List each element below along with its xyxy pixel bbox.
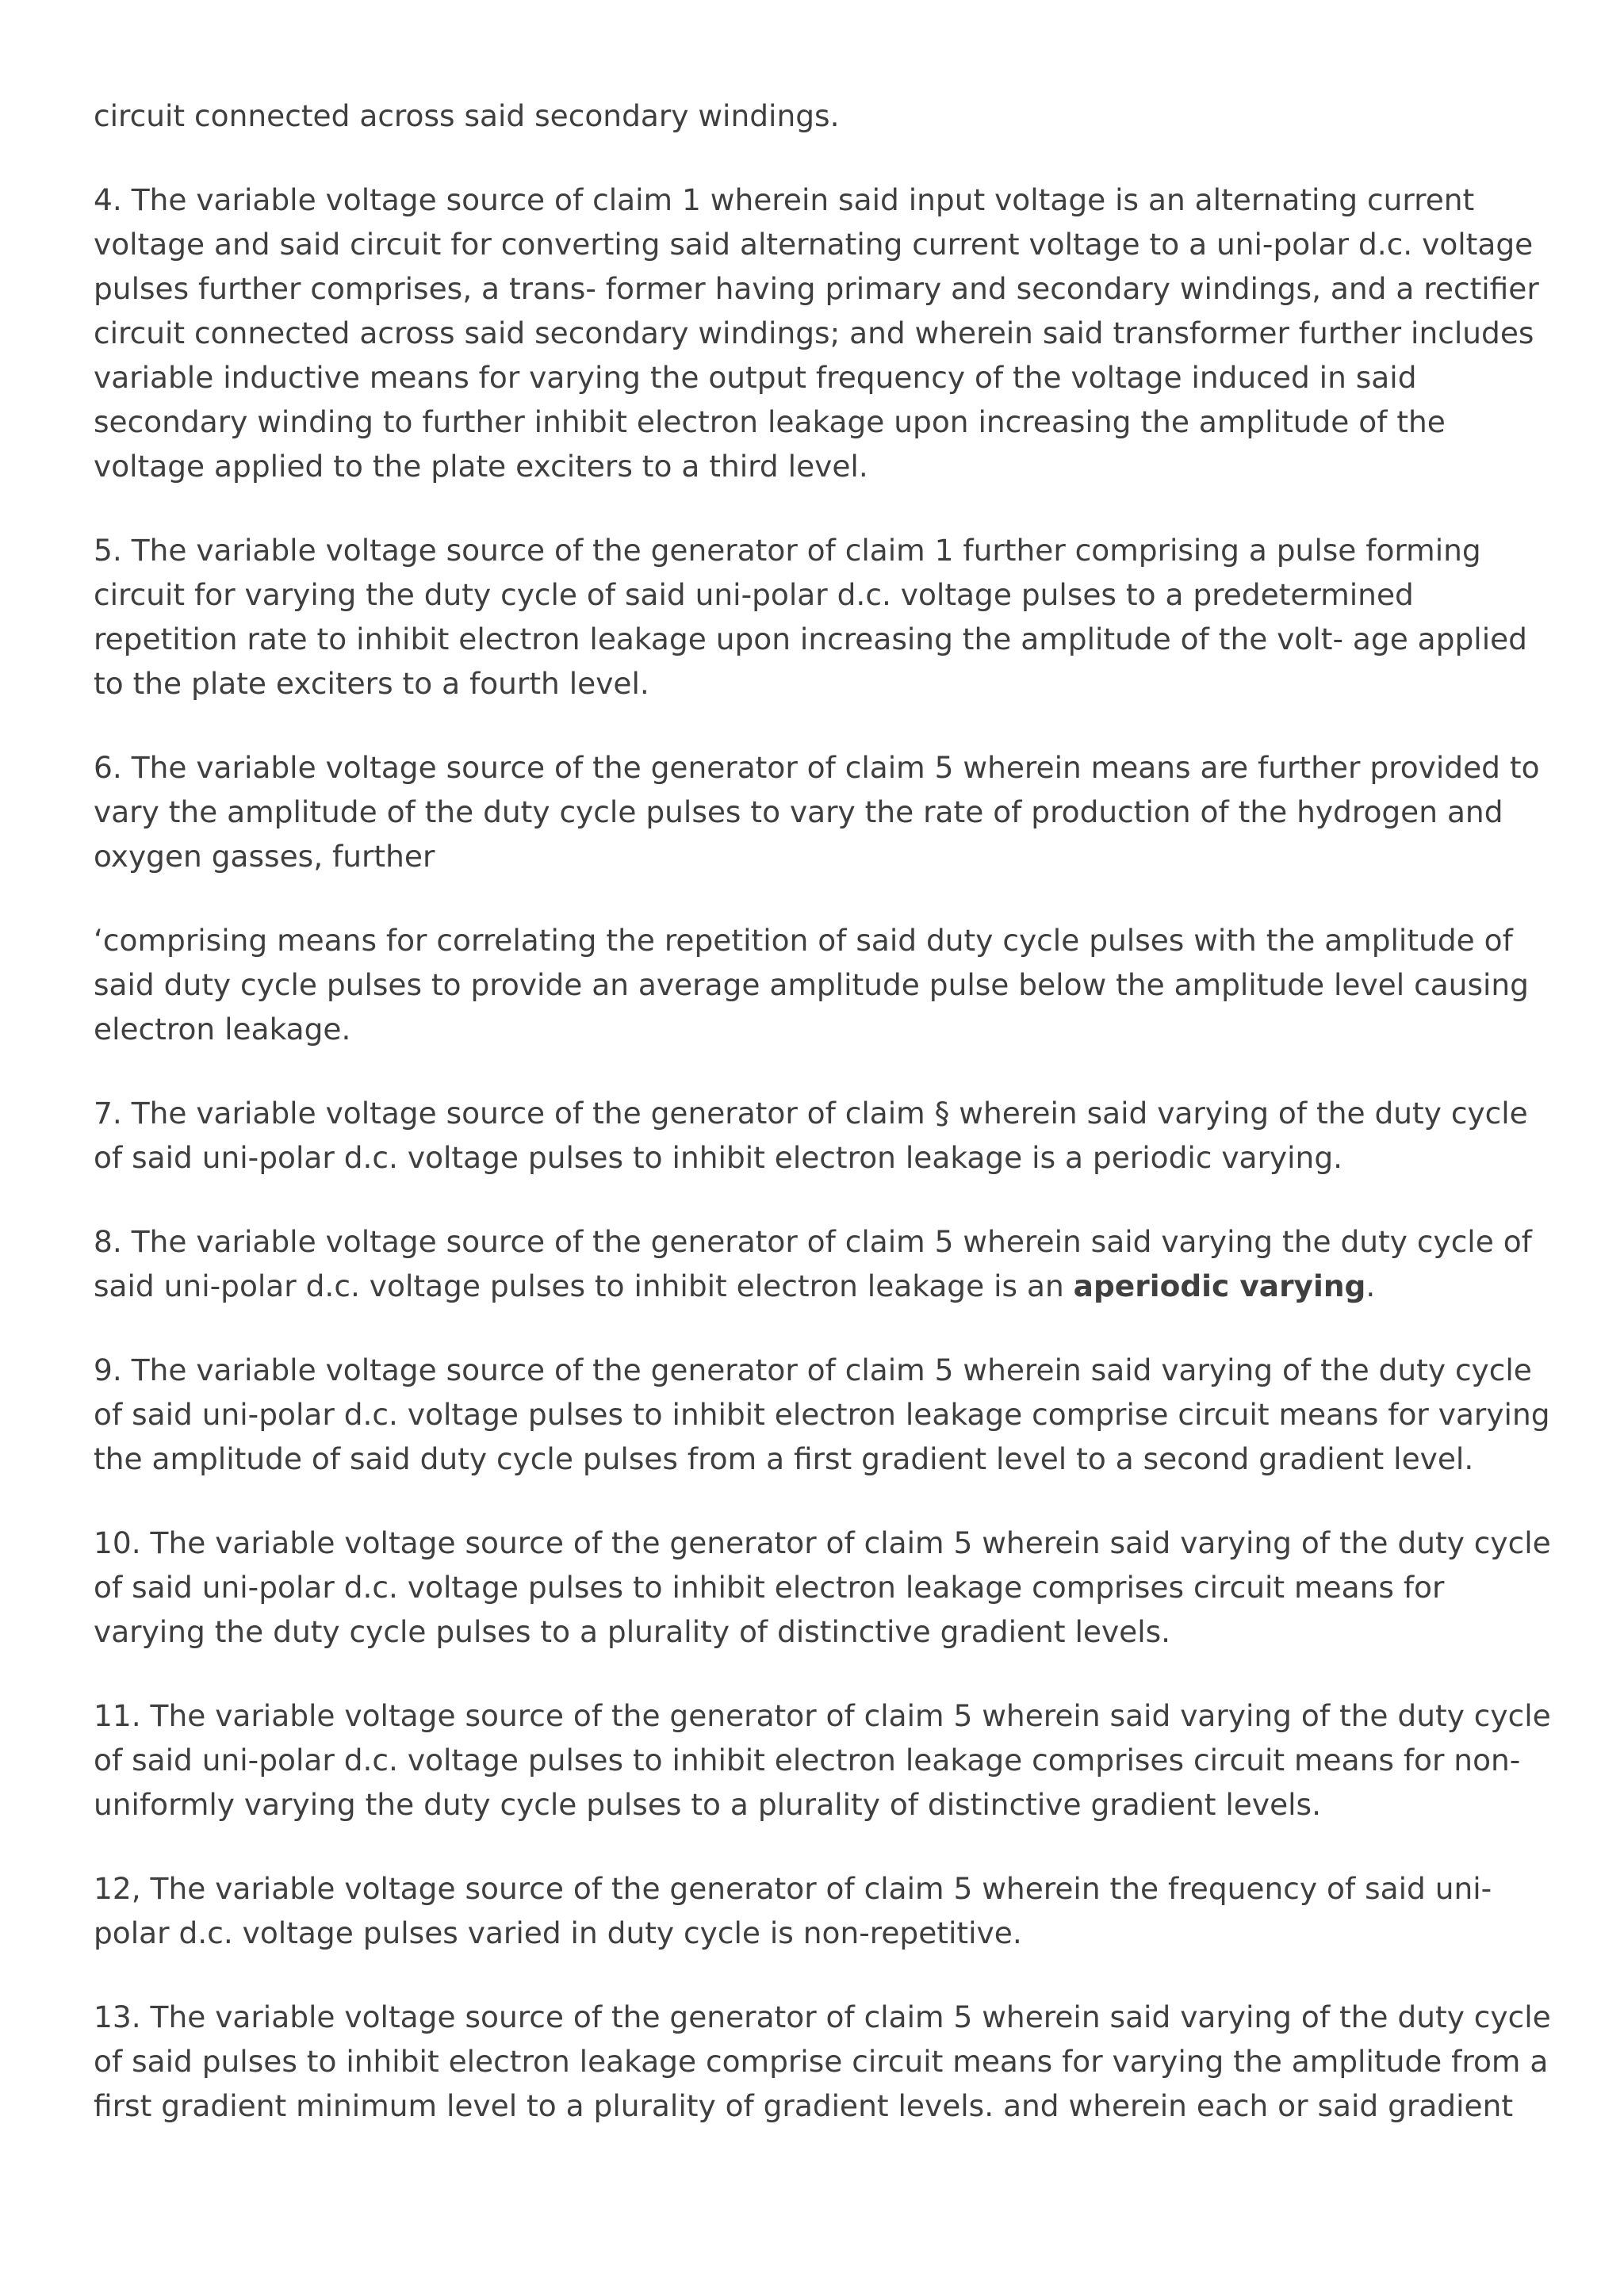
claim-11: 11. The variable voltage source of the generator of claim 5 wherein said varying of the duty cycle of said uni-polar d.c. voltage pulses to inhibit electron leakage comprises circuit means for non-uniformly varying the duty cycle pulses to a plurality of distinctive gradient levels. xyxy=(94,1698,1551,1822)
claim-8-text: 8. The variable voltage source of the generator of claim 5 wherein said varying the duty cycle of said uni-polar d.c. voltage pulses to inhibit electron leakage is an xyxy=(94,1224,1532,1303)
claim-8-end: . xyxy=(1365,1269,1376,1303)
claim-12: 12, The variable voltage source of the generator of claim 5 wherein the frequency of said uni-polar d.c. voltage pulses varied in duty cycle is non-repetitive. xyxy=(94,1871,1492,1950)
claim-7: 7. The variable voltage source of the generator of claim § wherein said varying of the duty cycle of said uni-polar d.c. voltage pulses to inhibit electron leakage is a periodic varying. xyxy=(94,1096,1528,1175)
claim-5: 5. The variable voltage source of the generator of claim 1 further comprising a pulse forming circuit for varying the duty cycle of said uni-polar d.c. voltage pulses to a predetermined repetition rate to inhibit electron leakage upon increasing the amplitude of the volt- age applied to the plate exciters to a fourth level. xyxy=(94,533,1527,701)
claim-10: 10. The variable voltage source of the generator of claim 5 wherein said varying of the duty cycle of said uni-polar d.c. voltage pulses to inhibit electron leakage comprises circuit means for varying the duty cycle pulses to a plurality of distinctive gradient levels. xyxy=(94,1525,1551,1649)
paragraph-continuation: circuit connected across said secondary windings. xyxy=(94,98,840,133)
claim-6-continuation: ‘comprising means for correlating the repetition of said duty cycle pulses with the amplitude of said duty cycle pulses to provide an average amplitude pulse below the amplitude level causing electron leakage. xyxy=(94,923,1529,1047)
claim-4: 4. The variable voltage source of claim 1 wherein said input voltage is an alternating current voltage and said circuit for converting said alternating current voltage to a uni-polar d.c. voltage pulses further comprises, a trans- former having primary and secondary windings, and a rectifier circuit connected across said secondary windings; and wherein said transformer further includes variable inductive means for varying the output frequency of the voltage induced in said secondary winding to further inhibit electron leakage upon increasing the amplitude of the voltage applied to the plate exciters to a third level. xyxy=(94,182,1539,484)
claim-8-emphasis: aperiodic varying xyxy=(1073,1269,1366,1303)
claim-9: 9. The variable voltage source of the generator of claim 5 wherein said varying of the duty cycle of said uni-polar d.c. voltage pulses to inhibit electron leakage comprise circuit means for varying the amplitude of said duty cycle pulses from a first gradient level to a second gradient level. xyxy=(94,1353,1550,1476)
claim-8 xyxy=(94,1219,1553,1308)
claim-13: 13. The variable voltage source of the generator of claim 5 wherein said varying of the duty cycle of said pulses to inhibit electron leakage comprise circuit means for varying the amplitude from a first gradient minimum level to a plurality of gradient levels. and wherein each or said gradient xyxy=(94,1999,1551,2123)
document-body xyxy=(94,94,1553,2168)
claim-6: 6. The variable voltage source of the generator of claim 5 wherein means are further provided to vary the amplitude of the duty cycle pulses to vary the rate of production of the hydrogen and oxygen gasses, further xyxy=(94,750,1540,874)
